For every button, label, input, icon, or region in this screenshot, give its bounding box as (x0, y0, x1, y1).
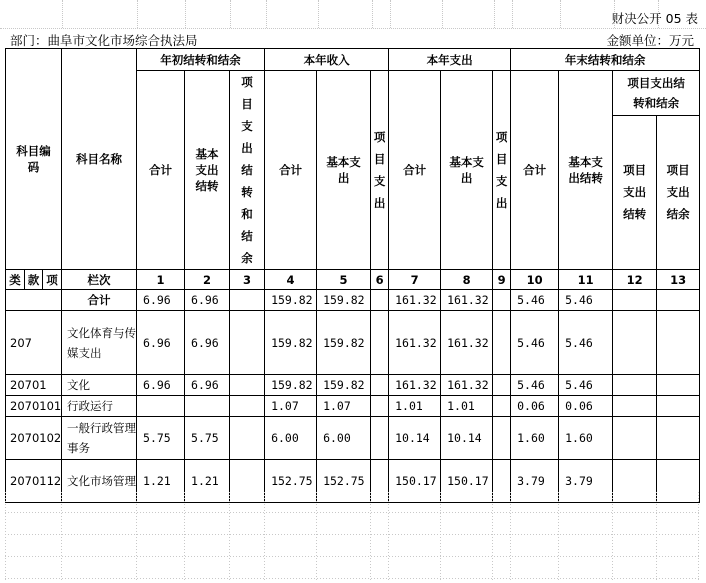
col-number: 13 (657, 270, 700, 290)
cell-begin-project (230, 311, 265, 375)
cell-begin-basic: 6.96 (185, 290, 230, 311)
col-number: 6 (371, 270, 389, 290)
row-code: 2070101 (6, 396, 62, 417)
row-code: 2070102 (6, 417, 62, 460)
col-number: 3 (230, 270, 265, 290)
row-code: 20701 (6, 375, 62, 396)
row-code: 207 (6, 311, 62, 375)
col-number: 2 (185, 270, 230, 290)
cell-income-basic: 152.75 (317, 460, 371, 503)
cell-expense-project (493, 375, 511, 396)
row-name: 合计 (62, 290, 137, 311)
cell-expense-total: 150.17 (389, 460, 441, 503)
empty-gridlines (5, 492, 699, 582)
cell-end-basic: 1.60 (559, 417, 613, 460)
cell-end-project-surplus (657, 375, 700, 396)
cell-end-total: 5.46 (511, 311, 559, 375)
lei-label: 类 (6, 270, 25, 290)
cell-income-basic: 159.82 (317, 311, 371, 375)
cell-expense-total: 161.32 (389, 290, 441, 311)
cell-end-project-carry (613, 396, 657, 417)
cell-income-total: 1.07 (265, 396, 317, 417)
empty-sheet-area (5, 492, 699, 582)
cell-end-basic: 5.46 (559, 290, 613, 311)
expense-total-header: 合计 (389, 71, 441, 270)
report-table (5, 48, 700, 503)
end-project-subgroup-header: 项目支出结转和结余 (613, 71, 700, 116)
income-project-expense-header: 项 目 支 出 (371, 71, 389, 270)
cell-income-basic: 6.00 (317, 417, 371, 460)
cell-expense-project (493, 396, 511, 417)
cell-income-project (371, 311, 389, 375)
department-label: 部门：曲阜市文化市场综合执法局 (10, 33, 198, 48)
cell-expense-basic: 150.17 (441, 460, 493, 503)
column-label: 栏次 (62, 270, 137, 290)
end-total-header: 合计 (511, 71, 559, 270)
cell-end-project-carry (613, 417, 657, 460)
col-number: 9 (493, 270, 511, 290)
cell-end-project-surplus (657, 396, 700, 417)
cell-expense-basic: 1.01 (441, 396, 493, 417)
cell-end-basic: 0.06 (559, 396, 613, 417)
income-group-header: 本年收入 (265, 49, 389, 71)
subject-name-header: 科目名称 (62, 49, 137, 270)
cell-expense-basic: 161.32 (441, 290, 493, 311)
col-number: 10 (511, 270, 559, 290)
cell-end-project-surplus (657, 311, 700, 375)
cell-begin-project (230, 290, 265, 311)
xiang-label: 项 (43, 270, 62, 290)
table-row (6, 375, 700, 396)
cell-begin-total (137, 396, 185, 417)
expense-project-expense-header: 项 目 支 出 (493, 71, 511, 270)
cell-begin-project (230, 417, 265, 460)
cell-begin-project (230, 375, 265, 396)
cell-expense-basic: 10.14 (441, 417, 493, 460)
table-row (6, 396, 700, 417)
cell-expense-basic: 161.32 (441, 311, 493, 375)
cell-expense-total: 161.32 (389, 311, 441, 375)
cell-begin-basic: 6.96 (185, 311, 230, 375)
cell-income-total: 159.82 (265, 375, 317, 396)
begin-total-header: 合计 (137, 71, 185, 270)
cell-end-basic: 3.79 (559, 460, 613, 503)
cell-begin-basic: 5.75 (185, 417, 230, 460)
cell-begin-total: 1.21 (137, 460, 185, 503)
amount-unit-label: 金额单位：万元 (606, 33, 694, 48)
expense-basic-expense-header: 基本支出 (441, 71, 493, 270)
cell-income-basic: 1.07 (317, 396, 371, 417)
cell-expense-project (493, 290, 511, 311)
cell-end-total: 5.46 (511, 375, 559, 396)
cell-income-project (371, 417, 389, 460)
col-number: 11 (559, 270, 613, 290)
cell-expense-project (493, 311, 511, 375)
cell-expense-basic: 161.32 (441, 375, 493, 396)
cell-begin-basic: 1.21 (185, 460, 230, 503)
cell-expense-total: 10.14 (389, 417, 441, 460)
cell-expense-total: 161.32 (389, 375, 441, 396)
cell-end-total: 3.79 (511, 460, 559, 503)
cell-end-total: 1.60 (511, 417, 559, 460)
col-number: 7 (389, 270, 441, 290)
row-code: 2070112 (6, 460, 62, 503)
cell-income-project (371, 290, 389, 311)
cell-end-project-carry (613, 375, 657, 396)
cell-begin-total: 6.96 (137, 290, 185, 311)
sheet-gridlines (0, 0, 706, 30)
col-number: 5 (317, 270, 371, 290)
col-number: 1 (137, 270, 185, 290)
table-row (6, 311, 700, 375)
table-row (6, 417, 700, 460)
cell-income-total: 152.75 (265, 460, 317, 503)
cell-expense-total: 1.01 (389, 396, 441, 417)
row-name: 一般行政管理事务 (62, 417, 137, 460)
cell-begin-project (230, 396, 265, 417)
table-row (6, 290, 700, 311)
cell-income-total: 159.82 (265, 290, 317, 311)
cell-income-total: 6.00 (265, 417, 317, 460)
cell-end-project-surplus (657, 417, 700, 460)
cell-end-project-surplus (657, 290, 700, 311)
begin-basic-carry-header: 基本支出结转 (185, 71, 230, 270)
cell-income-basic: 159.82 (317, 290, 371, 311)
kuan-label: 款 (25, 270, 43, 290)
cell-income-total: 159.82 (265, 311, 317, 375)
cell-income-project (371, 396, 389, 417)
cell-begin-basic: 6.96 (185, 375, 230, 396)
cell-income-basic: 159.82 (317, 375, 371, 396)
begin-project-carry-header: 项 目 支 出 结 转 和 结 余 (230, 71, 265, 270)
row-name: 行政运行 (62, 396, 137, 417)
row-name: 文化体育与传媒支出 (62, 311, 137, 375)
cell-expense-project (493, 417, 511, 460)
cell-end-total: 0.06 (511, 396, 559, 417)
row-name: 文化市场管理 (62, 460, 137, 503)
cell-end-basic: 5.46 (559, 311, 613, 375)
cell-begin-total: 5.75 (137, 417, 185, 460)
income-total-header: 合计 (265, 71, 317, 270)
subject-code-header: 科目编码 (6, 49, 62, 270)
end-balance-group-header: 年末结转和结余 (511, 49, 700, 71)
col-number: 4 (265, 270, 317, 290)
cell-income-project (371, 375, 389, 396)
row-name: 文化 (62, 375, 137, 396)
cell-begin-basic (185, 396, 230, 417)
cell-end-project-carry (613, 290, 657, 311)
end-basic-carry-header: 基本支出结转 (559, 71, 613, 270)
cell-begin-total: 6.96 (137, 375, 185, 396)
form-number: 财决公开 05 表 (611, 11, 698, 26)
end-project-carry-header: 项目支出结转 (613, 115, 657, 269)
row-code (6, 290, 62, 311)
end-project-surplus-header: 项目支出结余 (657, 115, 700, 269)
cell-end-total: 5.46 (511, 290, 559, 311)
income-basic-expense-header: 基本支出 (317, 71, 371, 270)
begin-balance-group-header: 年初结转和结余 (137, 49, 265, 71)
col-number: 8 (441, 270, 493, 290)
cell-end-project-carry (613, 311, 657, 375)
col-number: 12 (613, 270, 657, 290)
cell-begin-total: 6.96 (137, 311, 185, 375)
cell-end-basic: 5.46 (559, 375, 613, 396)
expense-group-header: 本年支出 (389, 49, 511, 71)
